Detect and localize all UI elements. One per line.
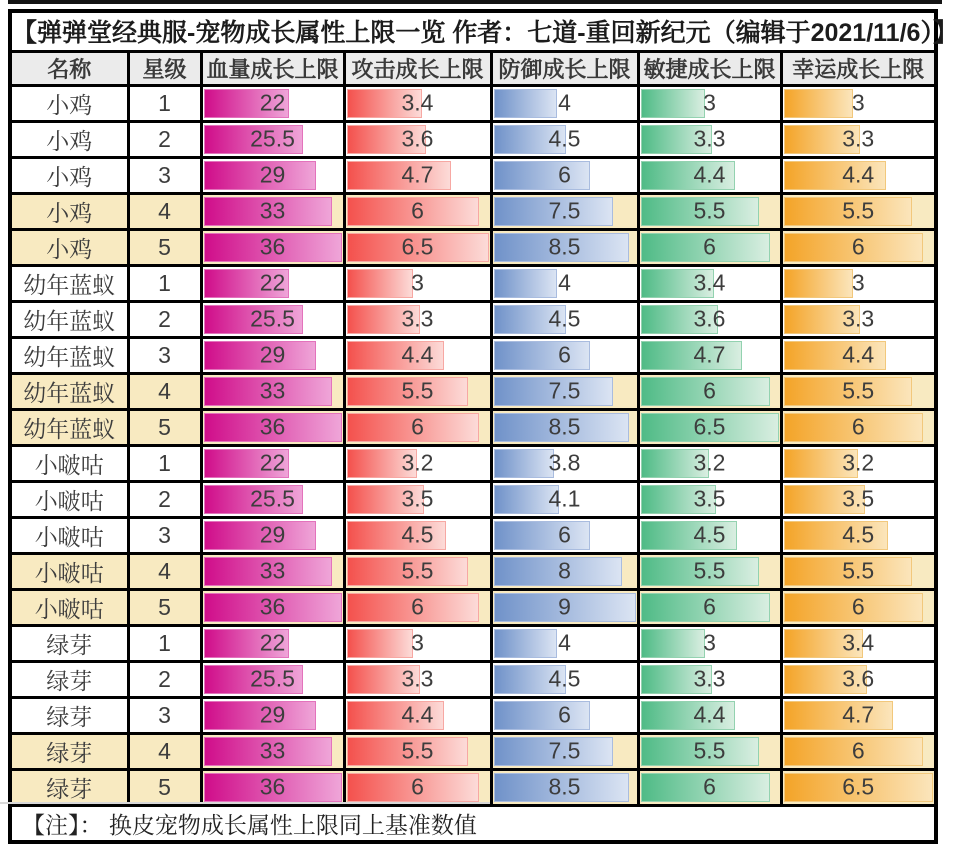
hp-cell xyxy=(201,589,344,625)
hp-cell xyxy=(201,769,344,805)
attack-value: 5.5 xyxy=(401,737,434,764)
title-row xyxy=(10,11,936,51)
defense-value: 4 xyxy=(558,269,571,296)
hp-value: 29 xyxy=(259,341,286,368)
luck-value: 3.3 xyxy=(842,305,875,332)
hp-cell xyxy=(201,409,344,445)
defense-cell xyxy=(491,625,638,661)
defense-value: 3.8 xyxy=(548,449,581,476)
attack-cell xyxy=(344,301,491,337)
defense-cell xyxy=(491,517,638,553)
defense-value: 8.5 xyxy=(548,233,581,260)
defense-value: 7.5 xyxy=(548,377,581,404)
attack-cell xyxy=(344,409,491,445)
hp-value: 29 xyxy=(259,701,286,728)
pet-stats-table xyxy=(8,9,958,844)
agility-cell xyxy=(638,553,781,589)
luck-cell xyxy=(781,229,936,265)
table-row xyxy=(10,769,936,805)
luck-value: 4.4 xyxy=(842,161,875,188)
hp-cell xyxy=(201,697,344,733)
luck-value: 3 xyxy=(851,89,865,116)
luck-value: 3 xyxy=(851,269,865,296)
attack-cell xyxy=(344,337,491,373)
hp-value: 22 xyxy=(259,269,286,296)
hp-cell xyxy=(201,337,344,373)
agility-cell xyxy=(638,301,781,337)
hp-value: 25.5 xyxy=(250,485,295,512)
defense-cell xyxy=(491,157,638,193)
agility-value: 4.7 xyxy=(693,341,726,368)
table-row xyxy=(10,481,936,517)
star-level: 4 xyxy=(128,373,201,409)
hp-cell xyxy=(201,193,344,229)
table-row xyxy=(10,157,936,193)
defense-value: 7.5 xyxy=(548,197,581,224)
attack-value: 3.6 xyxy=(401,125,434,152)
hp-value: 22 xyxy=(259,449,286,476)
pet-name: 绿芽 xyxy=(10,661,128,697)
luck-cell xyxy=(781,121,936,157)
star-level: 4 xyxy=(128,733,201,769)
table-row xyxy=(10,625,936,661)
pet-name: 幼年蓝蚁 xyxy=(10,373,128,409)
table-row xyxy=(10,193,936,229)
defense-value: 6 xyxy=(558,341,571,368)
luck-cell xyxy=(781,553,936,589)
agility-value: 3.4 xyxy=(693,269,726,296)
attack-value: 6 xyxy=(411,413,424,440)
column-header-name: 名称 xyxy=(10,51,128,85)
table-row xyxy=(10,121,936,157)
attack-value: 3 xyxy=(411,269,424,296)
pet-name: 绿芽 xyxy=(10,733,128,769)
agility-cell xyxy=(638,85,781,121)
agility-value: 3 xyxy=(703,629,716,656)
defense-cell xyxy=(491,337,638,373)
defense-value: 8.5 xyxy=(548,413,581,440)
agility-value: 5.5 xyxy=(693,197,726,224)
defense-cell xyxy=(491,481,638,517)
star-level: 2 xyxy=(128,301,201,337)
luck-cell xyxy=(781,661,936,697)
agility-cell xyxy=(638,265,781,301)
hp-cell xyxy=(201,229,344,265)
agility-cell xyxy=(638,337,781,373)
attack-value: 3.2 xyxy=(401,449,434,476)
defense-cell xyxy=(491,121,638,157)
defense-cell xyxy=(491,301,638,337)
luck-cell xyxy=(781,85,936,121)
agility-value: 6.5 xyxy=(693,413,726,440)
luck-cell xyxy=(781,337,936,373)
agility-cell xyxy=(638,373,781,409)
agility-cell xyxy=(638,445,781,481)
agility-value: 4.4 xyxy=(693,701,726,728)
agility-value: 5.5 xyxy=(693,737,726,764)
luck-cell xyxy=(781,517,936,553)
agility-cell xyxy=(638,697,781,733)
agility-cell xyxy=(638,157,781,193)
hp-cell xyxy=(201,373,344,409)
luck-value: 6 xyxy=(851,737,865,764)
luck-value: 4.5 xyxy=(842,521,875,548)
agility-value: 5.5 xyxy=(693,557,726,584)
pet-name: 绿芽 xyxy=(10,769,128,805)
attack-cell xyxy=(344,769,491,805)
star-level: 1 xyxy=(128,265,201,301)
pet-name: 幼年蓝蚁 xyxy=(10,409,128,445)
column-header-attack: 攻击成长上限 xyxy=(344,51,491,85)
pet-name: 幼年蓝蚁 xyxy=(10,337,128,373)
agility-value: 6 xyxy=(703,377,716,404)
table-row xyxy=(10,229,936,265)
hp-value: 22 xyxy=(259,629,286,656)
luck-value: 3.4 xyxy=(842,629,875,656)
defense-value: 4.1 xyxy=(548,485,581,512)
table-row xyxy=(10,85,936,121)
pet-name: 小啵咕 xyxy=(10,445,128,481)
attack-cell xyxy=(344,193,491,229)
agility-value: 3.5 xyxy=(693,485,726,512)
attack-cell xyxy=(344,229,491,265)
table-row xyxy=(10,733,936,769)
luck-cell xyxy=(781,481,936,517)
luck-value: 5.5 xyxy=(842,197,875,224)
hp-cell xyxy=(201,733,344,769)
defense-cell xyxy=(491,265,638,301)
hp-cell xyxy=(201,661,344,697)
hp-value: 36 xyxy=(259,773,286,800)
table-body xyxy=(10,85,936,805)
table-row xyxy=(10,301,936,337)
column-header-defense: 防御成长上限 xyxy=(491,51,638,85)
defense-cell xyxy=(491,553,638,589)
star-level: 2 xyxy=(128,661,201,697)
pet-name: 幼年蓝蚁 xyxy=(10,301,128,337)
attack-cell xyxy=(344,481,491,517)
defense-cell xyxy=(491,373,638,409)
table-row xyxy=(10,337,936,373)
pet-name: 幼年蓝蚁 xyxy=(10,265,128,301)
pet-name: 小啵咕 xyxy=(10,553,128,589)
hp-cell xyxy=(201,553,344,589)
defense-value: 4.5 xyxy=(548,305,581,332)
hp-cell xyxy=(201,445,344,481)
agility-value: 6 xyxy=(703,773,716,800)
hp-value: 22 xyxy=(259,89,286,116)
column-header-luck: 幸运成长上限 xyxy=(781,51,936,85)
attack-value: 4.4 xyxy=(401,341,434,368)
star-level: 4 xyxy=(128,553,201,589)
defense-cell xyxy=(491,193,638,229)
defense-value: 7.5 xyxy=(548,737,581,764)
column-header-hp: 血量成长上限 xyxy=(201,51,344,85)
luck-cell xyxy=(781,193,936,229)
hp-value: 25.5 xyxy=(250,305,295,332)
luck-value: 4.4 xyxy=(842,341,875,368)
footer-row xyxy=(10,805,936,842)
star-level: 2 xyxy=(128,121,201,157)
agility-cell xyxy=(638,517,781,553)
luck-cell xyxy=(781,625,936,661)
agility-value: 3.3 xyxy=(693,125,726,152)
attack-value: 3.3 xyxy=(401,305,434,332)
defense-value: 8 xyxy=(558,557,571,584)
table-row xyxy=(10,589,936,625)
luck-cell xyxy=(781,373,936,409)
pet-name: 小鸡 xyxy=(10,193,128,229)
hp-cell xyxy=(201,265,344,301)
luck-value: 4.7 xyxy=(842,701,875,728)
defense-value: 4 xyxy=(558,89,571,116)
defense-value: 6 xyxy=(558,161,571,188)
column-header-agility: 敏捷成长上限 xyxy=(638,51,781,85)
defense-value: 9 xyxy=(558,593,571,620)
agility-cell xyxy=(638,481,781,517)
defense-cell xyxy=(491,85,638,121)
star-level: 3 xyxy=(128,337,201,373)
luck-cell xyxy=(781,697,936,733)
luck-cell xyxy=(781,265,936,301)
hp-value: 33 xyxy=(259,737,286,764)
agility-cell xyxy=(638,121,781,157)
attack-value: 6 xyxy=(411,197,424,224)
luck-cell xyxy=(781,733,936,769)
luck-value: 5.5 xyxy=(842,557,875,584)
hp-value: 25.5 xyxy=(250,665,295,692)
star-level: 5 xyxy=(128,589,201,625)
hp-cell xyxy=(201,481,344,517)
agility-value: 4.5 xyxy=(693,521,726,548)
luck-value: 6.5 xyxy=(842,773,875,800)
star-level: 5 xyxy=(128,769,201,805)
defense-value: 4 xyxy=(558,629,571,656)
luck-cell xyxy=(781,157,936,193)
pet-name: 小鸡 xyxy=(10,85,128,121)
pet-name: 小啵咕 xyxy=(10,517,128,553)
defense-cell xyxy=(491,697,638,733)
attack-cell xyxy=(344,661,491,697)
attack-cell xyxy=(344,697,491,733)
star-level: 4 xyxy=(128,193,201,229)
attack-value: 6 xyxy=(411,593,424,620)
table-row xyxy=(10,553,936,589)
pet-name: 绿芽 xyxy=(10,697,128,733)
hp-value: 33 xyxy=(259,377,286,404)
luck-cell xyxy=(781,769,936,805)
table-row xyxy=(10,661,936,697)
attack-cell xyxy=(344,85,491,121)
table-row xyxy=(10,517,936,553)
table-row xyxy=(10,265,936,301)
star-level: 2 xyxy=(128,481,201,517)
attack-cell xyxy=(344,265,491,301)
attack-value: 4.7 xyxy=(401,161,434,188)
star-level: 3 xyxy=(128,157,201,193)
agility-value: 4.4 xyxy=(693,161,726,188)
attack-value: 6 xyxy=(411,773,424,800)
luck-cell xyxy=(781,589,936,625)
top-border-strip xyxy=(8,0,942,4)
luck-cell xyxy=(781,445,936,481)
agility-cell xyxy=(638,661,781,697)
luck-value: 3.3 xyxy=(842,125,875,152)
pet-name: 绿芽 xyxy=(10,625,128,661)
attack-value: 3 xyxy=(411,629,424,656)
attack-value: 5.5 xyxy=(401,377,434,404)
hp-cell xyxy=(201,85,344,121)
pet-name: 小鸡 xyxy=(10,157,128,193)
hp-cell xyxy=(201,301,344,337)
pet-name: 小啵咕 xyxy=(10,589,128,625)
luck-value: 6 xyxy=(851,413,865,440)
column-header-row xyxy=(10,51,936,85)
defense-value: 6 xyxy=(558,701,571,728)
pet-name: 小啵咕 xyxy=(10,481,128,517)
column-header-star: 星级 xyxy=(128,51,201,85)
hp-value: 36 xyxy=(259,413,286,440)
agility-cell xyxy=(638,229,781,265)
attack-cell xyxy=(344,445,491,481)
agility-value: 6 xyxy=(703,593,716,620)
attack-cell xyxy=(344,121,491,157)
defense-value: 6 xyxy=(558,521,571,548)
hp-value: 33 xyxy=(259,197,286,224)
star-level: 3 xyxy=(128,517,201,553)
hp-cell xyxy=(201,121,344,157)
luck-value: 3.2 xyxy=(842,449,875,476)
defense-cell xyxy=(491,589,638,625)
defense-value: 4.5 xyxy=(548,125,581,152)
star-level: 1 xyxy=(128,445,201,481)
attack-cell xyxy=(344,157,491,193)
star-level: 1 xyxy=(128,625,201,661)
defense-cell xyxy=(491,661,638,697)
hp-cell xyxy=(201,625,344,661)
hp-value: 29 xyxy=(259,521,286,548)
hp-value: 29 xyxy=(259,161,286,188)
defense-cell xyxy=(491,229,638,265)
attack-cell xyxy=(344,589,491,625)
attack-value: 4.5 xyxy=(401,521,434,548)
hp-value: 36 xyxy=(259,233,286,260)
agility-cell xyxy=(638,625,781,661)
hp-cell xyxy=(201,157,344,193)
star-level: 5 xyxy=(128,409,201,445)
agility-cell xyxy=(638,409,781,445)
defense-cell xyxy=(491,733,638,769)
attack-cell xyxy=(344,517,491,553)
page-title: 【弹弹堂经典服-宠物成长属性上限一览 作者：七道-重回新纪元（编辑于2021/11/6）】 xyxy=(10,11,936,51)
star-level: 5 xyxy=(128,229,201,265)
bottom-border-strip xyxy=(0,802,490,804)
attack-cell xyxy=(344,553,491,589)
agility-cell xyxy=(638,589,781,625)
attack-value: 4.4 xyxy=(401,701,434,728)
defense-value: 8.5 xyxy=(548,773,581,800)
agility-cell xyxy=(638,193,781,229)
agility-value: 3.6 xyxy=(693,305,726,332)
agility-cell xyxy=(638,733,781,769)
pet-name: 小鸡 xyxy=(10,229,128,265)
hp-value: 33 xyxy=(259,557,286,584)
agility-value: 3.2 xyxy=(693,449,726,476)
attack-cell xyxy=(344,373,491,409)
attack-value: 5.5 xyxy=(401,557,434,584)
luck-cell xyxy=(781,301,936,337)
luck-value: 3.5 xyxy=(842,485,875,512)
agility-value: 6 xyxy=(703,233,716,260)
hp-value: 25.5 xyxy=(250,125,295,152)
star-level: 3 xyxy=(128,697,201,733)
table-row xyxy=(10,373,936,409)
defense-cell xyxy=(491,409,638,445)
star-level: 1 xyxy=(128,85,201,121)
defense-value: 4.5 xyxy=(548,665,581,692)
footer-note: 【注】： 换皮宠物成长属性上限同上基准数值 xyxy=(10,805,936,842)
luck-value: 6 xyxy=(851,233,865,260)
pet-name: 小鸡 xyxy=(10,121,128,157)
table-row xyxy=(10,697,936,733)
luck-value: 6 xyxy=(851,593,865,620)
luck-cell xyxy=(781,409,936,445)
attack-value: 6.5 xyxy=(401,233,434,260)
attack-value: 3.3 xyxy=(401,665,434,692)
attack-value: 3.4 xyxy=(401,89,434,116)
attack-value: 3.5 xyxy=(401,485,434,512)
table-row xyxy=(10,445,936,481)
hp-value: 36 xyxy=(259,593,286,620)
attack-cell xyxy=(344,625,491,661)
luck-value: 3.6 xyxy=(842,665,875,692)
table-row xyxy=(10,409,936,445)
agility-value: 3 xyxy=(703,89,716,116)
agility-cell xyxy=(638,769,781,805)
hp-cell xyxy=(201,517,344,553)
defense-cell xyxy=(491,445,638,481)
agility-value: 3.3 xyxy=(693,665,726,692)
defense-cell xyxy=(491,769,638,805)
luck-value: 5.5 xyxy=(842,377,875,404)
attack-cell xyxy=(344,733,491,769)
